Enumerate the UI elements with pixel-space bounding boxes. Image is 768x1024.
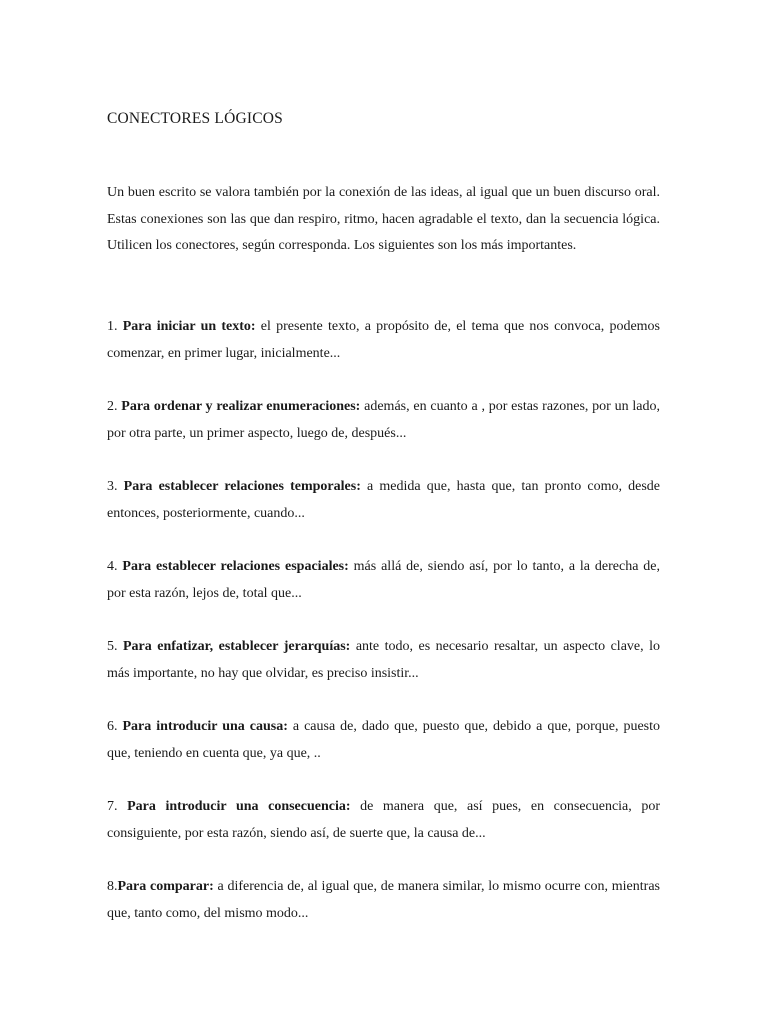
item-number: 5. xyxy=(107,639,123,654)
item-text: más allá de, siendo así, por lo tanto, a la derecha de, por esta razón, lejos de, total que... xyxy=(107,559,661,601)
item-heading: Para introducir una causa: xyxy=(122,719,288,734)
list-item xyxy=(107,474,660,527)
item-number: 3. xyxy=(107,479,124,494)
item-number: 4. xyxy=(107,559,123,574)
list-item xyxy=(107,554,660,607)
item-heading: Para establecer relaciones espaciales: xyxy=(122,559,349,574)
item-text: el presente texto, a propósito de, el tema que nos convoca, podemos comenzar, en primer lugar, inicialmente... xyxy=(107,319,660,361)
page-title: CONECTORES LÓGICOS xyxy=(107,110,283,127)
item-number: 6. xyxy=(107,719,123,734)
item-number: 7. xyxy=(107,799,128,814)
list-item xyxy=(107,394,660,447)
item-heading: Para ordenar y realizar enumeraciones: xyxy=(121,399,361,414)
item-heading: Para enfatizar, establecer jerarquías: xyxy=(123,639,351,654)
item-heading: Para establecer relaciones temporales: xyxy=(123,479,361,494)
item-text: a medida que, hasta que, tan pronto como, desde entonces, posteriormente, cuando... xyxy=(107,479,660,521)
item-text: ante todo, es necesario resaltar, un aspecto clave, lo más importante, no hay que olvidar, es preciso insistir... xyxy=(107,639,660,681)
list-item xyxy=(107,714,660,767)
item-text: de manera que, así pues, en consecuencia, por consiguiente, por esta razón, siendo así, de suerte que, la causa de... xyxy=(107,799,661,841)
item-heading: Para iniciar un texto: xyxy=(122,319,256,334)
item-heading: Para introducir una consecuencia: xyxy=(127,799,351,814)
item-text: además, en cuanto a , por estas razones, por un lado, por otra parte, un primer aspecto, luego de, después... xyxy=(107,399,661,441)
item-number: 8. xyxy=(107,879,118,894)
item-number: 1. xyxy=(107,319,123,334)
intro-paragraph: Un buen escrito se valora también por la conexión de las ideas, al igual que un buen discurso oral. Estas conexiones son las que dan respiro, ritmo, hacen agradable el texto, dan la secuencia lógica. Utilicen los conectores, según corresponda. Los siguientes son los más importantes. xyxy=(107,185,660,254)
item-text: a diferencia de, al igual que, de manera similar, lo mismo ocurre con, mientras que, tanto como, del mismo modo... xyxy=(107,879,660,921)
item-number: 2. xyxy=(107,399,122,414)
list-item xyxy=(107,874,660,927)
list-item xyxy=(107,314,660,367)
item-text: a causa de, dado que, puesto que, debido a que, porque, puesto que, teniendo en cuenta que, ya que, .. xyxy=(107,719,660,761)
list-item xyxy=(107,794,660,847)
item-heading: Para comparar: xyxy=(117,879,214,894)
list-item xyxy=(107,634,660,687)
